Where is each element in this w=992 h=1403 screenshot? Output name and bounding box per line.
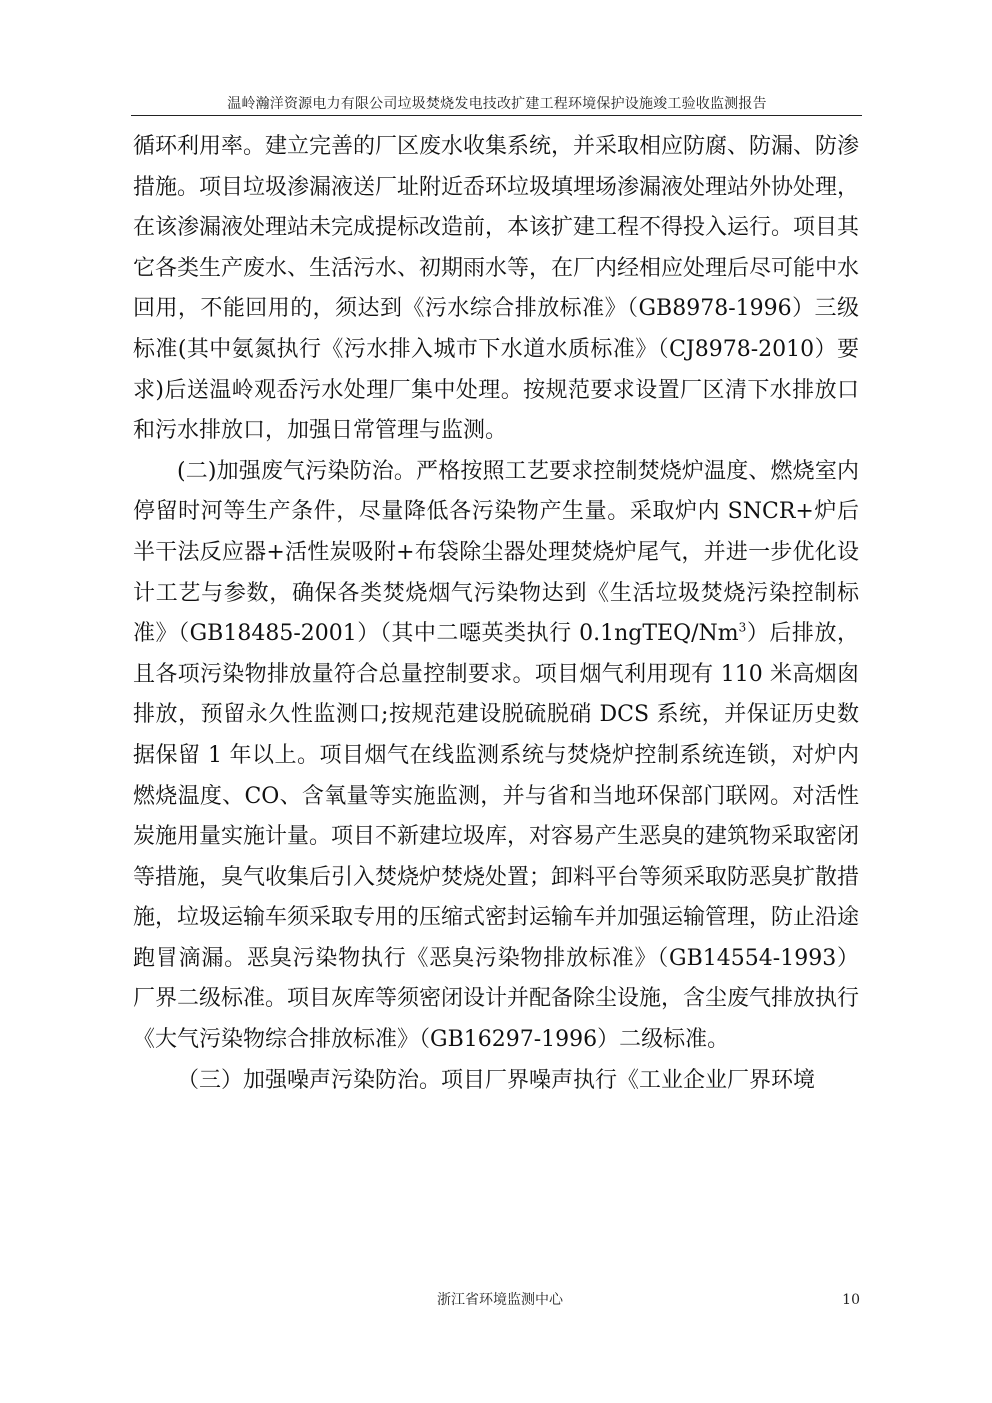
paragraph-waste-gas xyxy=(133,452,859,1061)
paragraph-waste-gas-part2: ）后排放，且各项污染物排放量符合总量控制要求。项目烟气利用现有 110 米高烟囱排放，预留永久性监测口;按规范建设脱硫脱硝 DCS 系统，并保证历史数据保留 1 年以上。项目烟气在线监测系统与焚烧炉控制系统连锁，对炉内燃烧温度、CO、含氧量等实施监测，并与省和当地环保部门联网。对活性炭施用量实施计量。项目不新建垃圾库，对容易产生恶臭的建筑物采取密闭等措施，臭气收集后引入焚烧炉焚烧处置；卸料平台等须采取防恶臭扩散措施，垃圾运输车须采取专用的压缩式密封运输车并加强运输管理，防止沿途跑冒滴漏。恶臭污染物执行《恶臭污染物排放标准》（GB14554-1993）厂界二级标准。项目灰库等须密闭设计并配备除尘设施，含尘废气排放执行《大气污染物综合排放标准》（GB16297-1996）二级标准。 xyxy=(133,621,860,1053)
header-divider xyxy=(131,115,862,116)
paragraph-noise: （三）加强噪声污染防治。项目厂界噪声执行《工业企业厂界环境 xyxy=(177,1067,816,1093)
page-number: 10 xyxy=(842,1292,860,1308)
page-header-title: 温岭瀚洋资源电力有限公司垃圾焚烧发电技改扩建工程环境保护设施竣工验收监测报告 xyxy=(227,96,767,112)
report-body xyxy=(133,127,859,1101)
paragraph-waste-gas-part1: (二)加强废气污染防治。严格按照工艺要求控制焚烧炉温度、燃烧室内停留时河等生产条件，尽量降低各污染物产生量。采取炉内 SNCR+炉后半干法反应器+活性炭吸附+布袋除尘器处理焚烧炉尾气，并进一步优化设计工艺与参数，确保各类焚烧烟气污染物达到《生活垃圾焚烧污染控制标准》（GB18485-2001）（其中二噁英类执行 0.1ngTEQ/Nm xyxy=(133,458,859,647)
paragraph-wastewater: 循环利用率。建立完善的厂区废水收集系统，并采取相应防腐、防漏、防渗措施。项目垃圾渗漏液送厂址附近岙环垃圾填埋场渗漏液处理站外协处理，在该渗漏液处理站未完成提标改造前，本该扩建工程不得投入运行。项目其它各类生产废水、生活污水、初期雨水等，在厂内经相应处理后尽可能中水回用，不能回用的，须达到《污水综合排放标准》（GB8978-1996）三级标准(其中氨氮执行《污水排入城市下水道水质标准》（CJ8978-2010）要求)后送温岭观岙污水处理厂集中处理。按规范要求设置厂区清下水排放口和污水排放口，加强日常管理与监测。 xyxy=(133,134,860,444)
superscript-3: 3 xyxy=(738,620,747,635)
footer-organization: 浙江省环境监测中心 xyxy=(437,1292,563,1308)
